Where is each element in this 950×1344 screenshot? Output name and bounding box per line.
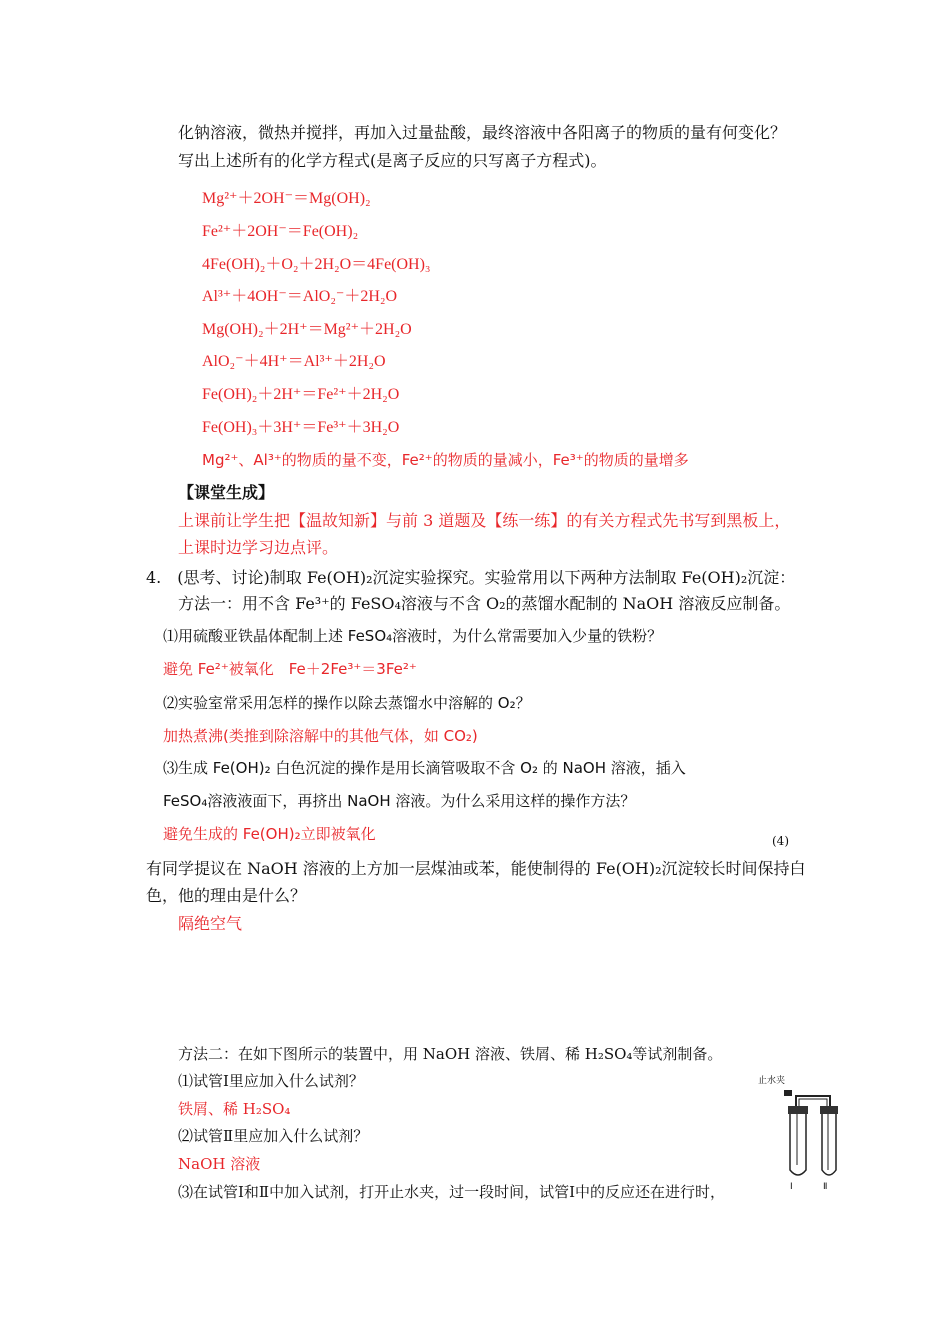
q4-sub1-question: ⑴用硫酸亚铁晶体配制上述 FeSO₄溶液时，为什么常需要加入少量的铁粉？ (163, 627, 663, 645)
equation-6: AlO₂⁻＋4H⁺＝Al³⁺＋2H₂O (202, 353, 386, 370)
test-tube-2 (822, 1114, 836, 1175)
classroom-line-1: 上课前让学生把【温故知新】与前 3 道题及【练一练】的有关方程式先书写到黑板上， (178, 511, 791, 530)
classroom-line-2: 上课时边学习边点评。 (178, 538, 339, 557)
q4-sub4-question-2: 色，他的理由是什么？ (146, 886, 307, 905)
method2-q3: ⑶在试管Ⅰ和Ⅱ中加入试剂，打开止水夹，过一段时间，试管Ⅰ中的反应还在进行时， (178, 1183, 726, 1201)
method2-a2: NaOH 溶液 (178, 1155, 261, 1173)
q4-sub3-question-2: FeSO₄溶液液面下，再挤出 NaOH 溶液。为什么采用这样的操作方法？ (163, 792, 636, 810)
intro-line-2: 写出上述所有的化学方程式(是离子反应的只写离子方程式)。 (178, 151, 607, 170)
equation-5: Mg(OH)₂＋2H⁺＝Mg²⁺＋2H₂O (202, 321, 412, 338)
q4-sub3-answer: 避免生成的 Fe(OH)₂立即被氧化 (163, 825, 376, 843)
q4-sub4-question-1: 有同学提议在 NaOH 溶液的上方加一层煤油或苯，能使制得的 Fe(OH)₂沉淀较长时间保持白 (146, 859, 806, 878)
test-tube-1 (790, 1114, 806, 1175)
method2-q1: ⑴试管Ⅰ里应加入什么试剂？ (178, 1072, 364, 1090)
clamp-icon (784, 1090, 792, 1096)
q4-line-1: 4. (思考、讨论)制取 Fe(OH)₂沉淀实验探究。实验常用以下两种方法制取 Fe(OH)₂沉淀： (146, 568, 796, 587)
q4-sub3-question-1: ⑶生成 Fe(OH)₂ 白色沉淀的操作是用长滴管吸取不含 O₂ 的 NaOH 溶液，插入 (163, 759, 686, 777)
conclusion: Mg²⁺、Al³⁺的物质的量不变，Fe²⁺的物质的量减小，Fe³⁺的物质的量增多 (202, 451, 689, 469)
q4-method-1: 方法一：用不含 Fe³⁺的 FeSO₄溶液与不含 O₂的蒸馏水配制的 NaOH 溶液反应制备。 (178, 594, 791, 613)
equation-3: 4Fe(OH)₂＋O₂＋2H₂O＝4Fe(OH)₃ (202, 256, 431, 273)
q4-sub2-question: ⑵实验室常采用怎样的操作以除去蒸馏水中溶解的 O₂？ (163, 694, 531, 712)
equation-7: Fe(OH)₂＋2H⁺＝Fe²⁺＋2H₂O (202, 386, 400, 403)
method2-a1: 铁屑、稀 H₂SO₄ (178, 1100, 291, 1118)
equation-1: Mg²⁺＋2OH⁻＝Mg(OH)₂ (202, 190, 371, 207)
q4-sub4-answer: 隔绝空气 (178, 914, 243, 933)
equation-8: Fe(OH)₃＋3H⁺＝Fe³⁺＋3H₂O (202, 419, 400, 436)
tube-1-label: Ⅰ (790, 1182, 793, 1190)
q4-sub4-number: (4) (772, 834, 789, 848)
classroom-heading: 【课堂生成】 (178, 483, 275, 502)
stopper-2 (820, 1106, 838, 1114)
equation-4: Al³⁺＋4OH⁻＝AlO₂⁻＋2H₂O (202, 288, 398, 305)
stopper-1 (788, 1106, 808, 1114)
q4-sub1-answer: 避免 Fe²⁺被氧化 Fe＋2Fe³⁺＝3Fe²⁺ (163, 660, 417, 678)
clamp-label: 止水夹 (758, 1076, 786, 1086)
apparatus-figure (752, 1070, 842, 1190)
tube-2-label: Ⅱ (823, 1182, 828, 1190)
equation-2: Fe²⁺＋2OH⁻＝Fe(OH)₂ (202, 223, 359, 240)
intro-line-1: 化钠溶液，微热并搅拌，再加入过量盐酸，最终溶液中各阳离子的物质的量有何变化？ (178, 123, 787, 142)
method2-intro: 方法二：在如下图所示的装置中，用 NaOH 溶液、铁屑、稀 H₂SO₄等试剂制备。 (178, 1045, 723, 1063)
q4-sub2-answer: 加热煮沸(类推到除溶解中的其他气体，如 CO₂) (163, 727, 478, 745)
method2-q2: ⑵试管Ⅱ里应加入什么试剂？ (178, 1127, 369, 1145)
